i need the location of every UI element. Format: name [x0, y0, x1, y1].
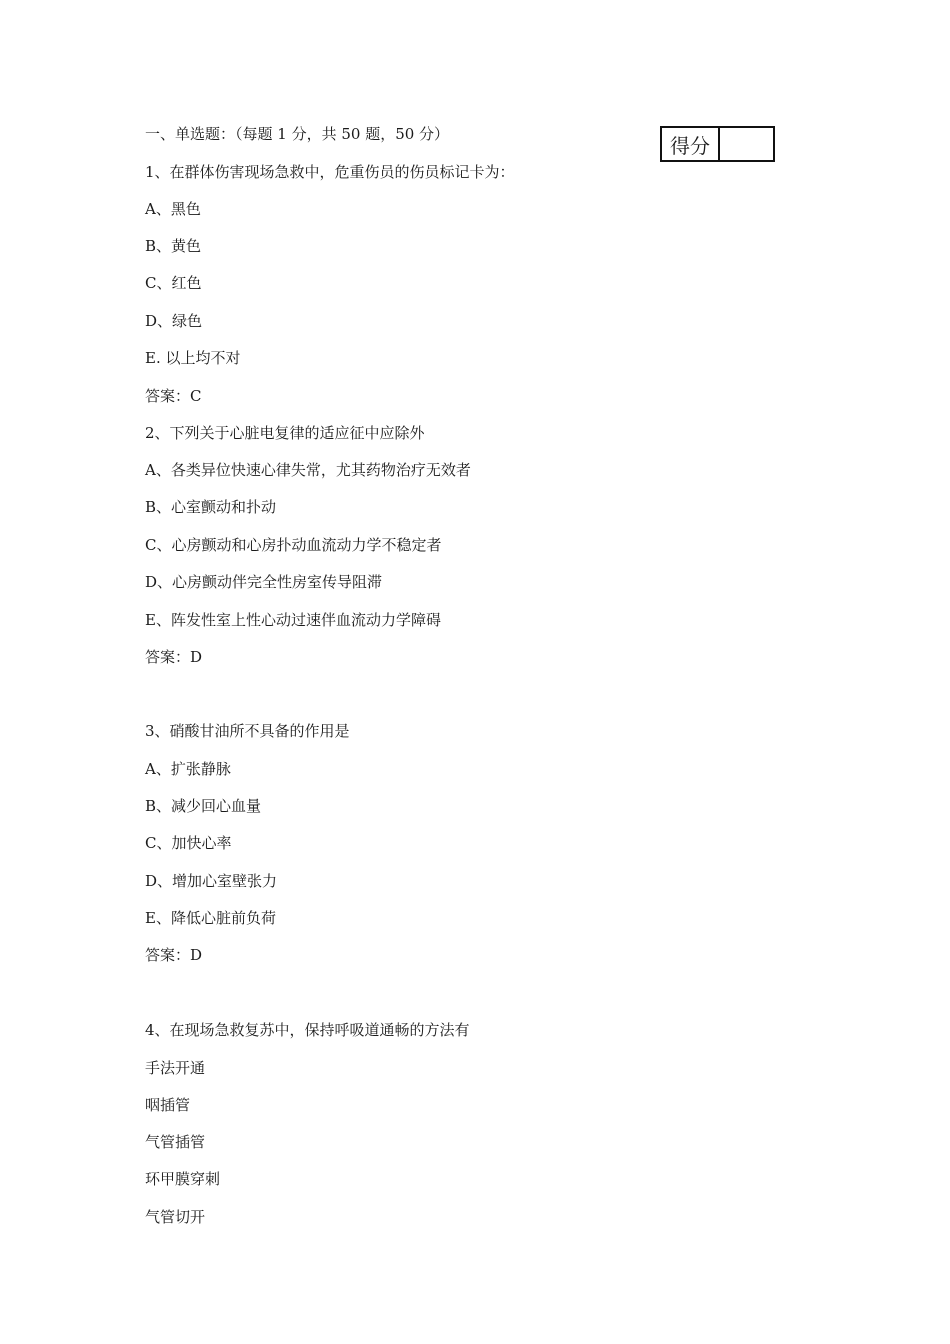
question-4-option-1: 手法开通: [145, 1059, 206, 1077]
question-2-stem: 2、下列关于心脏电复律的适应征中应除外: [145, 424, 425, 442]
section-heading: 一、单选题：（每题 1 分，共 50 题，50 分）: [145, 125, 450, 143]
question-2-option-c: C、心房颤动和心房扑动血流动力学不稳定者: [145, 536, 442, 554]
question-3-answer: 答案：D: [145, 946, 203, 964]
question-4-option-5: 气管切开: [145, 1208, 206, 1226]
question-2-option-a: A、各类异位快速心律失常，尤其药物治疗无效者: [145, 461, 471, 479]
question-1-option-a: A、黑色: [145, 200, 201, 218]
question-3-option-d: D、增加心室壁张力: [145, 872, 278, 890]
question-2-option-b: B、心室颤动和扑动: [145, 498, 277, 516]
question-2-answer: 答案：D: [145, 648, 203, 666]
question-4-option-4: 环甲膜穿刺: [145, 1170, 221, 1188]
score-label: 得分: [662, 128, 720, 160]
question-1-option-b: B、黄色: [145, 237, 202, 255]
score-value: [720, 128, 773, 160]
question-1-option-d: D、绿色: [145, 312, 203, 330]
question-3-option-b: B、减少回心血量: [145, 797, 262, 815]
question-1-option-e: E. 以上均不对: [145, 349, 241, 367]
question-3-option-c: C、加快心率: [145, 834, 232, 852]
question-3-option-e: E、降低心脏前负荷: [145, 909, 276, 927]
question-1-answer: 答案：C: [145, 387, 202, 405]
question-1-option-c: C、红色: [145, 274, 202, 292]
question-4-option-2: 咽插管: [145, 1096, 191, 1114]
question-3-stem: 3、硝酸甘油所不具备的作用是: [145, 722, 350, 740]
question-2-option-e: E、阵发性室上性心动过速伴血流动力学障碍: [145, 611, 441, 629]
question-4-option-3: 气管插管: [145, 1133, 206, 1151]
question-4-stem: 4、在现场急救复苏中，保持呼吸道通畅的方法有: [145, 1021, 470, 1039]
question-1-stem: 1、在群体伤害现场急救中，危重伤员的伤员标记卡为：: [145, 163, 515, 181]
score-box: [660, 126, 775, 162]
question-3-option-a: A、扩张静脉: [145, 760, 231, 778]
question-2-option-d: D、心房颤动伴完全性房室传导阻滞: [145, 573, 383, 591]
